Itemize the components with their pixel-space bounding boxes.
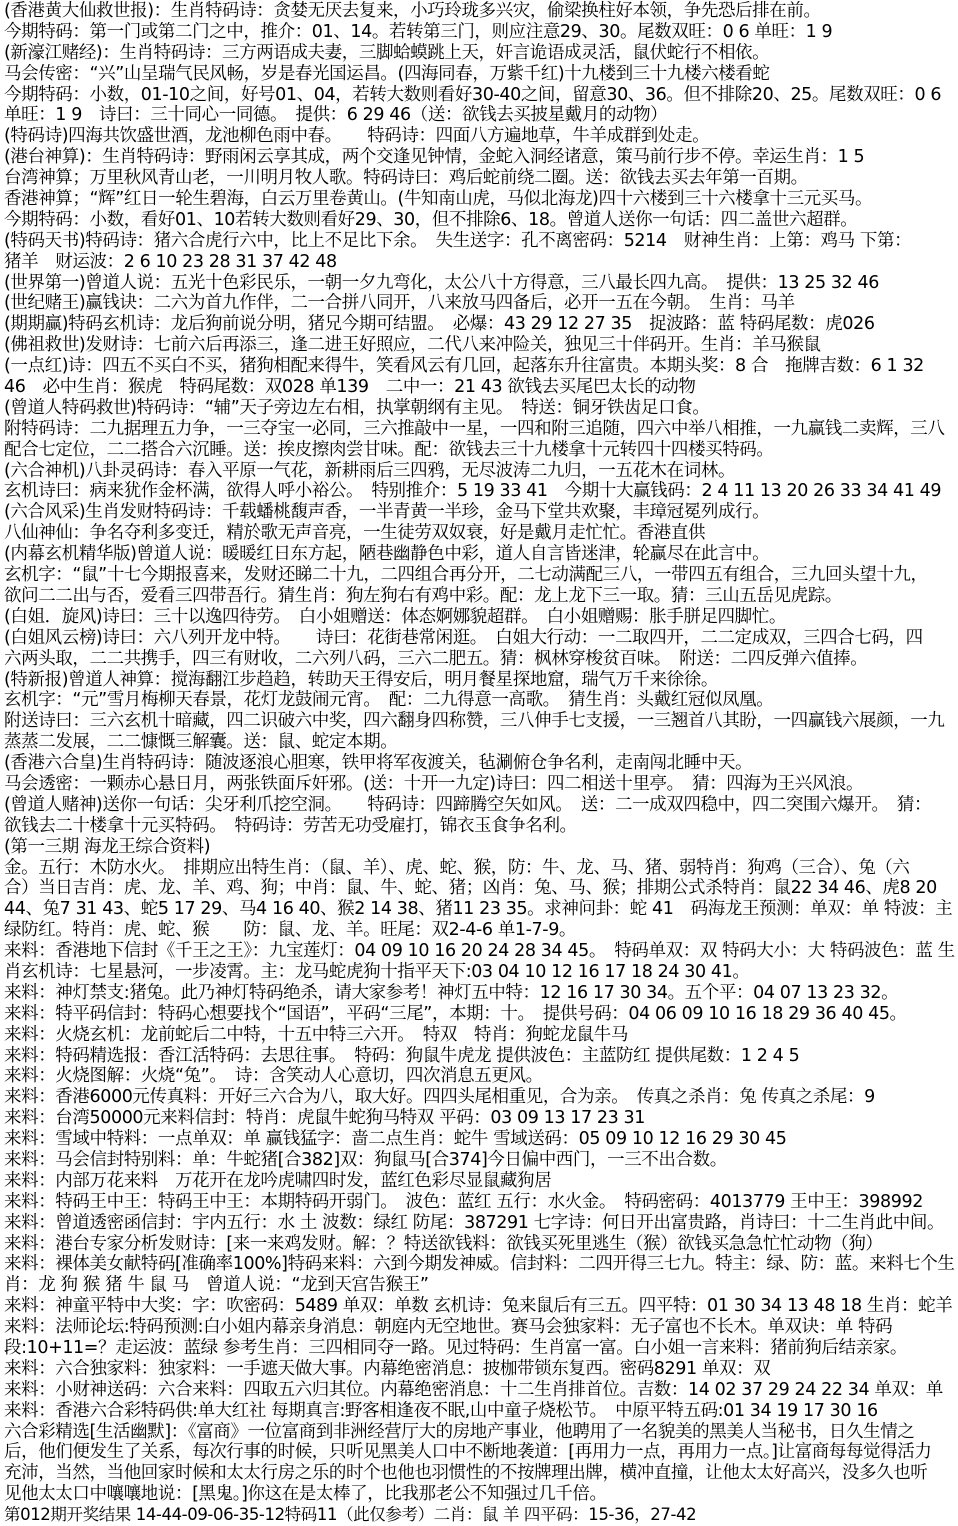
- text-line: 欲钱去二十楼拿十元买特码。 特码诗：劳苦无功受雇打，锦衣玉食争名利。: [4, 815, 577, 836]
- text-line: 后，他们便发生了关系，每次行事的时候，只听见黑美人口中不断地袭道：[再用力一点，再用力一点。]让富商每每觉得活力: [4, 1442, 932, 1463]
- text-line: 来料：雪域中特料：一点单双：单 赢钱猛字：啬二点生肖：蛇牛 雪域送码：05 09 10 12 16 29 30 45: [4, 1129, 787, 1150]
- text-line: (一点红)诗：四五不买白不买，猪狗相配来得牛，笑看风云有几回，起落东升往富贵。本期头奖：8 合 拖牌吉数：6 1 32: [4, 356, 924, 377]
- text-line: (第一三期 海龙王综合资料): [4, 836, 211, 857]
- text-line: 绿防红。特肖：虎、蛇、猴 防：鼠、龙、羊。旺尾：双2-4-6 单1-7-9。: [4, 920, 577, 941]
- text-line: 金。五行：木防水火。 排期应出特生肖：（鼠、羊）、虎、蛇、猴，防：牛、龙、马、猪、弱特肖：狗鸡（三合）、兔（六: [4, 857, 910, 878]
- text-line: (新濠江赌经)：生肖特码诗：三方两语成夫妻，三脚蛤蟆跳上天，奸言诡语成灵活，鼠伏蛇行不相依。: [4, 42, 770, 63]
- text-line: 来料：法师论坛:特码预测:白小姐内幕亲身消息：朝庭内无空地世。赛马会独家料：无子富也不长木。单双诀：单 特码: [4, 1317, 893, 1338]
- text-line: (六合风采)生肖发财特码诗：千载蟠桃馥声香，一半青黄一半珍，金马下堂共欢聚，丰璋冠冕列成行。: [4, 502, 770, 523]
- text-line: (白姐风云榜)诗曰：六八列开龙中特。 诗曰：花街巷常闲逛。 白姐大行动：一二取四开，二二定成双，三四合七码，四: [4, 627, 923, 648]
- text-line: 合）当日吉肖：虎、龙、羊、鸡、狗；中肖：鼠、牛、蛇、猪；凶肖：兔、马、猴；排期公式杀特肖：鼠22 34 46、虎8 20: [4, 878, 937, 899]
- text-line: 马会透密：一颗赤心悬日月，两张铁面斥奸邪。(送：十开一九定)诗曰：四二相送十里亭。 猜：四海为王兴风浪。: [4, 773, 864, 794]
- text-line: 肖：龙 狗 猴 猪 牛 鼠 马 曾道人说：“龙到天宫告猴王”: [4, 1275, 429, 1296]
- text-line: 来料：台湾50000元来料信封：特肖：虎鼠牛蛇狗马特双 平码：03 09 13 17 23 31: [4, 1108, 645, 1129]
- text-line: (世界第一)曾道人说：五光十色彩民乐，一朝一夕九弯化，太公八十方得意，三八最长四九高。 提供：13 25 32 46: [4, 272, 879, 293]
- text-line: (香港黄大仙救世报)：生肖特码诗：贪婪无厌去复来，小巧玲珑多兴灾，偷梁换柱好本领，争先恐后排在前。: [4, 1, 821, 21]
- text-line: 蒸蒸二发展，二二慷慨三解囊。送：鼠、蛇定本期。: [4, 732, 398, 753]
- text-line: 44、兔7 31 43、蛇5 17 29、马4 16 40、猴2 14 38、猪11 23 35。求神问卦：蛇 41 码海龙王预测：单双：单 特波：主: [4, 899, 953, 920]
- text-line: 来料：神童平特中大奖：字：吹密码：5489 单双：单数 玄机诗：兔来鼠后有三五。四平特：01 30 34 13 48 18 生肖：蛇羊: [4, 1296, 953, 1317]
- text-line: 香港神算；“辉”红日一轮生碧海，白云万里卷黄山。(牛知南山虎，马似北海龙)四十六楼到三十六楼拿十三元买马。: [4, 189, 873, 210]
- text-line: (白姐．旋风)诗曰：三十以逸四待劳。 白小姐赠送：体态婀娜貌超群。 白小姐赠赐：胀手胼足四脚忙。: [4, 606, 786, 627]
- text-line: 来料：内部万花来料 万花开在龙吟虎啸四时发，蓝红色彩尽显鼠藏狗居: [4, 1170, 552, 1191]
- text-line: 来料：火烧玄机：龙前蛇后二中特，十五中特三六开。 特双 特肖：狗蛇龙鼠牛马: [4, 1024, 628, 1045]
- text-line: 来料：神灯禁支:猪兔。此乃神灯特码绝杀，请大家参考！神灯五中特：12 16 17 30 34。五个平：04 07 13 23 32。: [4, 982, 899, 1003]
- text-line: 段:10+11=？走运波：蓝绿 参考生肖：三四相同夺一路。见过特码：生肖富一富。白小姐一言来料：猪前狗后结亲家。: [4, 1338, 907, 1358]
- text-line: (特码诗)四海共饮盛世酒，龙池柳色雨中春。 特码诗：四面八方遍地草，牛羊成群到处走。: [4, 126, 710, 147]
- text-line: (港台神算)：生肖特码诗：野雨闲云享其成，两个交逢见钟情，金蛇入洞经诸意，策马前行步不停。幸运生肖：1 5: [4, 147, 865, 168]
- text-line: 肖玄机诗：七星悬河，一步凌霄。主：龙马蛇虎狗十指平天下:03 04 10 12 16 17 18 24 30 41。: [4, 961, 750, 982]
- text-line: 马会传密：“兴”山呈瑞气民风畅，岁是春光国运昌。(四海同春，万紫千红)十九楼到三十九楼六楼看蛇: [4, 63, 770, 84]
- text-line: 来料：特平码信封：特码心想要找个“国语”，平码“三尾”，本期：十。 提供号码：04 06 09 10 16 18 29 36 40 45。: [4, 1003, 907, 1024]
- text-line: 六两头取，二二共携手，四三有财收，二六列八码，三六二肥五。猜：枫林穿梭贫百味。 附送：二四反弹六值捧。: [4, 648, 868, 669]
- text-line: (内幕玄机精华版)曾道人说：暖暖红日东方起，陋巷幽静色中彩，道人自言皆迷津，轮赢尽在此言中。: [4, 544, 770, 565]
- text-line: 见他太太口中嚷嚷地说：[黑鬼。]你这在是太棒了，比我那老公不知强过几千倍。: [4, 1484, 607, 1505]
- text-line: 46 必中生肖：猴虎 特码尾数：双028 单139 二中一：21 43 欲钱去买尾巴太长的动物: [4, 377, 696, 398]
- text-line: (香港六合皇)生肖特码诗：随波逐浪心胆寒，铁甲将军夜渡关，毡涮俯仓争名利，走南闯北睡中天。: [4, 753, 753, 774]
- text-line: 八仙神仙：争名夺利多变迁，精於歌无声音亮，一生徒劳双奴衰，好是戴月走忙忙。香港直供: [4, 523, 706, 544]
- text-line: (特新报)曾道人神算：搅海翻江步趋趋，转助天王得安后，明月餐星探地窟，瑞气万千来徐徐。: [4, 669, 718, 690]
- text-line: 来料：马会信封特别料：单：牛蛇猪[合382]双：狗鼠马[合374]今日偏中西门，一三不出合数。: [4, 1149, 727, 1170]
- text-line: 来料：六合独家料：独家料：一手遮天做大事。内幕绝密消息：披枷带锁东复西。密码8291 单双：双: [4, 1358, 771, 1379]
- text-line: 来料：裸体美女献特码[准确率100%]特码来料：六到今期发神威。信封料：二四开得三七九。特主：绿、防：蓝。来料七个生: [4, 1254, 955, 1275]
- text-line: 今期特码：第一门或第二门之中，推介：01、14。若转第三门，则应注意29、30。尾数双旺：0 6 单旺：1 9: [4, 21, 833, 42]
- text-line: 台湾神算；万里秋风青山老，一川明月牧人歌。特码诗曰：鸡后蛇前绕二圈。送：欲钱去买去年第一百期。: [4, 168, 808, 189]
- text-line: 配合七定位，二二搭合六沉睡。送：挨皮擦肉尝甘味。配：欲钱去三十九楼拿十元转四十四楼买特码。: [4, 439, 774, 460]
- text-line: 单旺：1 9 诗曰：三十同心一同德。 提供：6 29 46（送：欲钱去买披星戴月的动物）: [4, 105, 668, 126]
- text-line: 欲问二二出与否，爱看三四带吾行。猜生肖：狗左狗右有鸡中彩。配：龙上龙下三一取。猜：三山五岳见虎踪。: [4, 585, 842, 606]
- text-line: (佛祖救世)发财诗：七前六后再添三，逢二进王好照应，二代八来冲险关，独见三十伴码开。生肖：羊马猴鼠: [4, 335, 821, 356]
- text-line: (期期赢)特码玄机诗：龙后狗前说分明，猪兄今期可结盟。 必爆：43 29 12 27 35 捉波路：蓝 特码尾数：虎026: [4, 314, 875, 335]
- text-line: 今期特码：小数，看好01、10若转大数则看好29、30，但不排除6、18。曾道人送你一句话：四二盖世六超群。: [4, 209, 858, 230]
- text-line: 附特码诗：二九据理五力争，一三夺宝一必同，三六推敲中一星，一四和附三追随，四六中举八相推，一九赢钱二卖辉，三八: [4, 418, 945, 439]
- text-line: 来料：香港6000元传真料：开好三六合为八，取大好。四四头尾相重见，合为亲。 传真之杀肖：兔 传真之杀尾：9: [4, 1087, 875, 1108]
- text-line: 来料：香港地下信封《千王之王》：九宝莲灯：04 09 10 16 20 24 28 34 45。 特码单双：双 特码大小：大 特码波色：蓝 生: [4, 941, 955, 962]
- text-line: (曾道人特码救世)特码诗：“辅”天子旁边左右相，执掌朝纲有主见。 特送：铜牙铁齿足口食。: [4, 397, 710, 418]
- text-line: (六合神机)八卦灵码诗：春入平原一气花，新耕雨后三四鸦，无尽波涛二九归，一五花木在词林。: [4, 460, 736, 481]
- text-line: 玄机字：“元”雪月梅柳天春景，花灯龙鼓闹元宵。 配：二九得意一高歌。 猜生肖：头戴红冠似凤凰。: [4, 690, 774, 711]
- text-line: 六合彩精选[生活幽默]：《富商》一位富商到非洲经营厅大的房地产事业，他聘用了一名貌美的黑美人当秘书，日久生情之: [4, 1421, 915, 1442]
- text-line: (世纪赌王)赢钱诀：二六为首九作伴，二一合拼八同开，八来放马四备后，必开一五在今朝。 生肖：马羊: [4, 293, 795, 314]
- text-line: (曾道人赌神)送你一句话：尖牙利爪挖空洞。 特码诗：四蹄腾空矢如风。 送：二一成双四稳中，四二突围六爆开。 猜：: [4, 794, 932, 815]
- text-line: 来料：香港六合彩特码供:单大红社 每期真言:野客相逢夜不眠,山中童子烧松节。 中原平特五码:01 34 19 17 30 16: [4, 1400, 878, 1421]
- text-line: 充沛，当然，当他回家时候和太太行房之乐的时个也他也羽惯性的不按牌理出牌，横冲直撞，让他太太好高兴，没多久也听: [4, 1463, 928, 1484]
- text-line: 第012期开奖结果 14-44-09-06-35-12特码11（此仅参考）二肖：鼠 羊 四平码：15-36，27-42: [4, 1505, 697, 1525]
- text-line: 来料：特码精选报：香江活特码：去思往事。 特码：狗鼠牛虎龙 提供波色：主蓝防红 提供尾数：1 2 4 5: [4, 1045, 800, 1066]
- text-line: 来料：火烧图解：火烧“兔”。 诗：含笑动人心意切，四次消息五更风。: [4, 1066, 543, 1087]
- text-line: 玄机字：“鼠”十七今期报喜来，发财还睇二十九，二四组合再分开，二七动满配三八，一带四五有组合，三九回头望十九，: [4, 565, 928, 586]
- text-line: 附送诗曰：三六玄机十暗藏，四二识破六中奖，四六翻身四称赞，三八伸手七支援，一三翘首八其盼，一四赢钱六展颜，一九: [4, 711, 945, 732]
- text-line: 今期特码：小数，01-10之间，好号01、04，若转大数则看好30-40之间，留意30、36。但不排除20、25。尾数双旺：0 6: [4, 84, 942, 105]
- text-line: 来料：曾道透密函信封：宇内五行：水 土 波数：绿红 防尾：387291 七字诗：何日开出富贵路，肖诗曰：十二生肖此中间。: [4, 1212, 945, 1233]
- text-line: 猪羊 财运波：2 6 10 23 28 31 37 42 48: [4, 251, 337, 272]
- text-line: 来料：特码王中王：特码王中王：本期特码开弱门。 波色：蓝红 五行：水火金。 特码密码：4013779 王中王：398992: [4, 1191, 923, 1212]
- text-line: 来料：小财神送码：六合来料：四取五六归其位。内幕绝密消息：十二生肖排首位。吉数：14 02 37 29 24 22 34 单双：单: [4, 1379, 943, 1400]
- text-line: 来料：港台专家分析发财诗：[来一来鸡发财。解：？特送欲钱料：欲钱买死里逃生（猴）欲钱买急急忙忙动物（狗）: [4, 1233, 883, 1254]
- text-line: (特码天书)特码诗：猪六合虎行六中，比上不足比下余。 失生送字：孔不离密码：5214 财神生肖：上第：鸡马 下第：: [4, 230, 912, 251]
- text-line: 玄机诗曰：病来犹作金杯满，欲得人呼小裕公。 特别推介：5 19 33 41 今期十大赢钱码：2 4 11 13 20 26 33 34 41 49: [4, 481, 942, 502]
